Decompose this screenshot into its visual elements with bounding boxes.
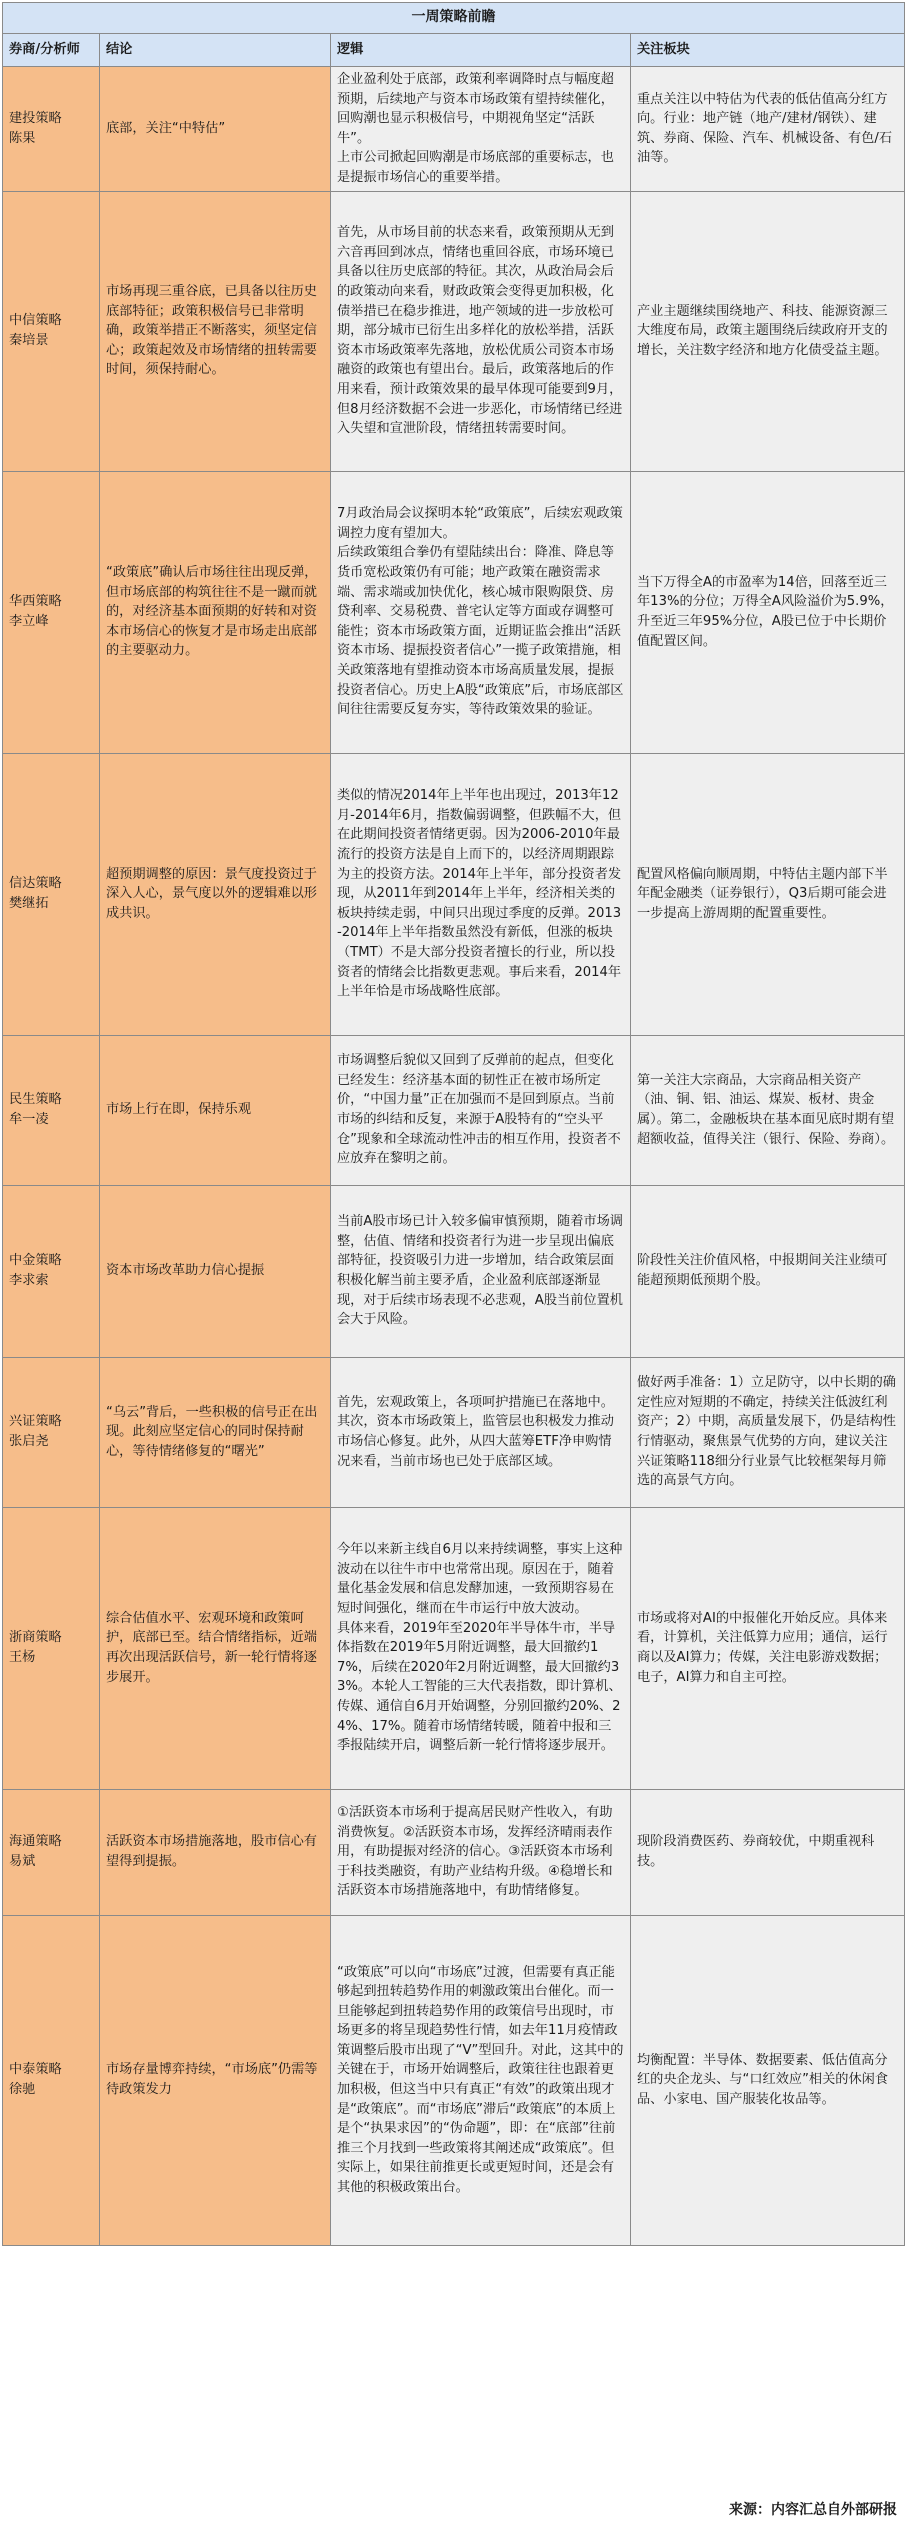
conclusion-cell: 活跃资本市场措施落地，股市信心有望得到提振。 xyxy=(100,1789,331,1915)
table-row xyxy=(3,1915,905,2245)
analyst-name: 张启尧 xyxy=(9,1434,49,1450)
sector-cell: 均衡配置：半导体、数据要素、低估值高分红的央企龙头、与“口红效应”相关的休闲食品、小家电、国产服装化妆品等。 xyxy=(631,1915,905,2245)
firm-cell xyxy=(3,67,100,192)
table-row xyxy=(3,1507,905,1789)
logic-cell: 当前A股市场已计入较多偏审慎预期，随着市场调整，估值、情绪和投资者行为进一步呈现出偏底部特征，投资吸引力进一步增加，结合政策层面积极化解当前主要矛盾，企业盈利底部逐渐显现，对于后续市场表现不必悲观，A股当前位置机会大于风险。 xyxy=(331,1185,631,1357)
firm-name: 海通策略 xyxy=(9,1834,62,1850)
firm-cell xyxy=(3,1185,100,1357)
conclusion-cell: 市场再现三重谷底，已具备以往历史底部特征；政策积极信号已非常明确，政策举措正不断落实，须坚定信心；政策起效及市场情绪的扭转需要时间，须保持耐心。 xyxy=(100,191,331,471)
logic-cell: 首先，宏观政策上，各项呵护措施已在落地中。其次，资本市场政策上，监管层也积极发力推动市场信心修复。此外，从四大蓝筹ETF净申购情况来看，当前市场也已处于底部区域。 xyxy=(331,1357,631,1507)
firm-cell xyxy=(3,1789,100,1915)
table-row xyxy=(3,191,905,471)
sector-cell: 当下万得全A的市盈率为14倍，回落至近三年13%的分位；万得全A风险溢价为5.9%，升至近三年95%分位，A股已位于中长期价值配置区间。 xyxy=(631,471,905,753)
conclusion-cell: 资本市场改革助力信心提振 xyxy=(100,1185,331,1357)
analyst-name: 李立峰 xyxy=(9,614,49,630)
conclusion-cell: 综合估值水平、宏观环境和政策呵护，底部已至。结合情绪指标，近端再次出现活跃信号，新一轮行情将逐步展开。 xyxy=(100,1507,331,1789)
table-row xyxy=(3,1789,905,1915)
conclusion-cell: 市场上行在即，保持乐观 xyxy=(100,1035,331,1185)
table-row xyxy=(3,471,905,753)
table-row xyxy=(3,1357,905,1507)
firm-name: 中泰策略 xyxy=(9,2062,62,2078)
analyst-name: 樊继拓 xyxy=(9,896,49,912)
firm-cell xyxy=(3,191,100,471)
analyst-name: 徐驰 xyxy=(9,2082,36,2098)
sector-cell: 第一关注大宗商品，大宗商品相关资产（油、铜、铝、油运、煤炭、板材、贵金属）。第二，金融板块在基本面见底时期有望超额收益，值得关注（银行、保险、券商）。 xyxy=(631,1035,905,1185)
firm-name: 建投策略 xyxy=(9,111,62,127)
firm-name: 中金策略 xyxy=(9,1253,62,1269)
sector-cell: 市场或将对AI的中报催化开始反应。具体来看，计算机，关注低算力应用；通信，运行商以及AI算力；传媒，关注电影游戏数据；电子，AI算力和自主可控。 xyxy=(631,1507,905,1789)
sector-cell: 阶段性关注价值风格，中报期间关注业绩可能超预期低预期个股。 xyxy=(631,1185,905,1357)
sector-cell: 重点关注以中特估为代表的低估值高分红方向。行业：地产链（地产/建材/钢铁）、建筑、券商、保险、汽车、机械设备、有色/石油等。 xyxy=(631,67,905,192)
firm-cell xyxy=(3,1915,100,2245)
firm-name: 民生策略 xyxy=(9,1092,62,1108)
analyst-name: 易斌 xyxy=(9,1854,36,1870)
strategy-sheet xyxy=(2,2,904,2246)
conclusion-cell: “乌云”背后，一些积极的信号正在出现。此刻应坚定信心的同时保持耐心，等待情绪修复的“曙光” xyxy=(100,1357,331,1507)
logic-cell: 类似的情况2014年上半年也出现过，2013年12月-2014年6月，指数偏弱调整，但跌幅不大，但在此期间投资者情绪更弱。因为2006-2010年最流行的投资方法是自上而下的，以经济周期跟踪为主的投资方法。2014年上半年，部分投资者发现，从2011年到2014年上半年，经济相关类的板块持续走弱，中间只出现过季度的反弹。2013-2014年上半年指数虽然没有新低，但涨的板块（TMT）不是大部分投资者擅长的行业，所以投资者的情绪会比指数更悲观。事后来看，2014年上半年恰是市场战略性底部。 xyxy=(331,753,631,1035)
firm-cell xyxy=(3,1357,100,1507)
logic-cell: “政策底”可以向“市场底”过渡，但需要有真正能够起到扭转趋势作用的刺激政策出台催化。而一旦能够起到扭转趋势作用的政策信号出现时，市场更多的将呈现趋势性行情，如去年11月疫情政策调整后股市出现了“V”型回升。对此，这其中的关键在于，市场开始调整后，政策往往也跟着更加积极，但这当中只有真正“有效”的政策出现才是“政策底”。而“市场底”滞后“政策底”的本质上是个“执果求因”的“伪命题”，即：在“底部”往前推三个月找到一些政策将其阐述成“政策底”。但实际上，如果往前推更长或更短时间，还是会有其他的积极政策出台。 xyxy=(331,1915,631,2245)
table-row xyxy=(3,67,905,192)
analyst-name: 秦培景 xyxy=(9,333,49,349)
firm-name: 华西策略 xyxy=(9,594,62,610)
conclusion-cell: 市场存量博弈持续，“市场底”仍需等待政策发力 xyxy=(100,1915,331,2245)
source-note: 来源：内容汇总自外部研报 xyxy=(729,2502,897,2518)
logic-cell: 企业盈利处于底部，政策利率调降时点与幅度超预期，后续地产与资本市场政策有望持续催化，回购潮也显示积极信号，中期视角坚定“活跃牛”。 上市公司掀起回购潮是市场底部的重要标志，也是提振市场信心的重要举措。 xyxy=(331,67,631,192)
sector-cell: 现阶段消费医药、券商较优，中期重视科技。 xyxy=(631,1789,905,1915)
firm-name: 信达策略 xyxy=(9,876,62,892)
logic-cell: 7月政治局会议探明本轮“政策底”，后续宏观政策调控力度有望加大。 后续政策组合拳仍有望陆续出台：降准、降息等货币宽松政策仍有可能；地产政策在融资需求端、需求端或加快优化，核心城市限购限贷、房贷利率、交易税费、普宅认定等方面或存调整可能性；资本市场政策方面，近期证监会推出“活跃资本市场、提振投资者信心”一揽子政策措施，相关政策落地有望推动资本市场高质量发展，提振投资者信心。历史上A股“政策底”后，市场底部区间往往需要反复夯实，等待政策效果的验证。 xyxy=(331,471,631,753)
conclusion-cell: “政策底”确认后市场往往出现反弹，但市场底部的构筑往往不是一蹴而就的，对经济基本面预期的好转和对资本市场信心的恢复才是市场走出底部的主要驱动力。 xyxy=(100,471,331,753)
firm-name: 浙商策略 xyxy=(9,1630,62,1646)
firm-cell xyxy=(3,1035,100,1185)
header-firm: 券商/分析师 xyxy=(3,34,100,67)
logic-cell: 市场调整后貌似又回到了反弹前的起点，但变化已经发生：经济基本面的韧性正在被市场所定价，“中国力量”正在加强而不是回到原点。当前市场的纠结和反复，来源于A股特有的“空头平仓”现象和全球流动性冲击的相互作用，投资者不应放弃在黎明之前。 xyxy=(331,1035,631,1185)
sector-cell: 配置风格偏向顺周期，中特估主题内部下半年配金融类（证券银行），Q3后期可能会进一步提高上游周期的配置重要性。 xyxy=(631,753,905,1035)
logic-cell: ①活跃资本市场利于提高居民财产性收入，有助消费恢复。②活跃资本市场，发挥经济晴雨表作用，有助提振对经济的信心。③活跃资本市场利于科技类融资，有助产业结构升级。④稳增长和活跃资本市场措施落地中，有助情绪修复。 xyxy=(331,1789,631,1915)
analyst-name: 陈果 xyxy=(9,130,36,146)
conclusion-cell: 底部，关注“中特估” xyxy=(100,67,331,192)
analyst-name: 牟一凌 xyxy=(9,1112,49,1128)
table-title: 一周策略前瞻 xyxy=(3,3,905,34)
conclusion-cell: 超预期调整的原因：景气度投资过于深入人心，景气度以外的逻辑难以形成共识。 xyxy=(100,753,331,1035)
firm-name: 中信策略 xyxy=(9,313,62,329)
firm-cell xyxy=(3,753,100,1035)
header-logic: 逻辑 xyxy=(331,34,631,67)
table-row xyxy=(3,1185,905,1357)
firm-cell xyxy=(3,1507,100,1789)
sector-cell: 做好两手准备：1）立足防守，以中长期的确定性应对短期的不确定，持续关注低波红利资产；2）中期，高质量发展下，仍是结构性行情驱动，聚焦景气优势的方向，建议关注兴证策略118细分行业景气比较框架每月筛选的高景气方向。 xyxy=(631,1357,905,1507)
weekly-strategy-table xyxy=(2,2,905,2246)
table-row xyxy=(3,1035,905,1185)
logic-cell: 首先，从市场目前的状态来看，政策预期从无到六音再回到冰点，情绪也重回谷底，市场环境已具备以往历史底部的特征。其次，从政治局会后的政策动向来看，财政政策会变得更加积极，化债举措已在稳步推进，地产领域的进一步放松可期，部分城市已衍生出多样化的放松举措，活跃资本市场政策率先落地，放松优质公司资本市场融资的政策也有望出台。最后，政策落地后的作用来看，预计政策效果的最早体现可能要到9月，但8月经济数据不会进一步恶化，市场情绪已经进入失望和宣泄阶段，情绪扭转需要时间。 xyxy=(331,191,631,471)
table-row xyxy=(3,753,905,1035)
header-conclusion: 结论 xyxy=(100,34,331,67)
header-sector: 关注板块 xyxy=(631,34,905,67)
analyst-name: 李求索 xyxy=(9,1273,49,1289)
logic-cell: 今年以来新主线自6月以来持续调整，事实上这种波动在以往牛市中也常常出现。原因在于，随着量化基金发展和信息发酵加速，一致预期容易在短时间强化，继而在牛市运行中放大波动。 具体来看，2019年至2020年半导体牛市，半导体指数在2019年5月附近调整，最大回撤约17%，后续在2020年2月附近调整，最大回撤约33%。本轮人工智能的三大代表指数，即计算机、传媒、通信自6月开始调整，分别回撤约20%、24%、17%。随着市场情绪转暖，随着中报和三季报陆续开启，调整后新一轮行情将逐步展开。 xyxy=(331,1507,631,1789)
sector-cell: 产业主题继续围绕地产、科技、能源资源三大维度布局，政策主题围绕后续政府开支的增长，关注数字经济和地方化债受益主题。 xyxy=(631,191,905,471)
firm-name: 兴证策略 xyxy=(9,1414,62,1430)
analyst-name: 王杨 xyxy=(9,1650,36,1666)
firm-cell xyxy=(3,471,100,753)
